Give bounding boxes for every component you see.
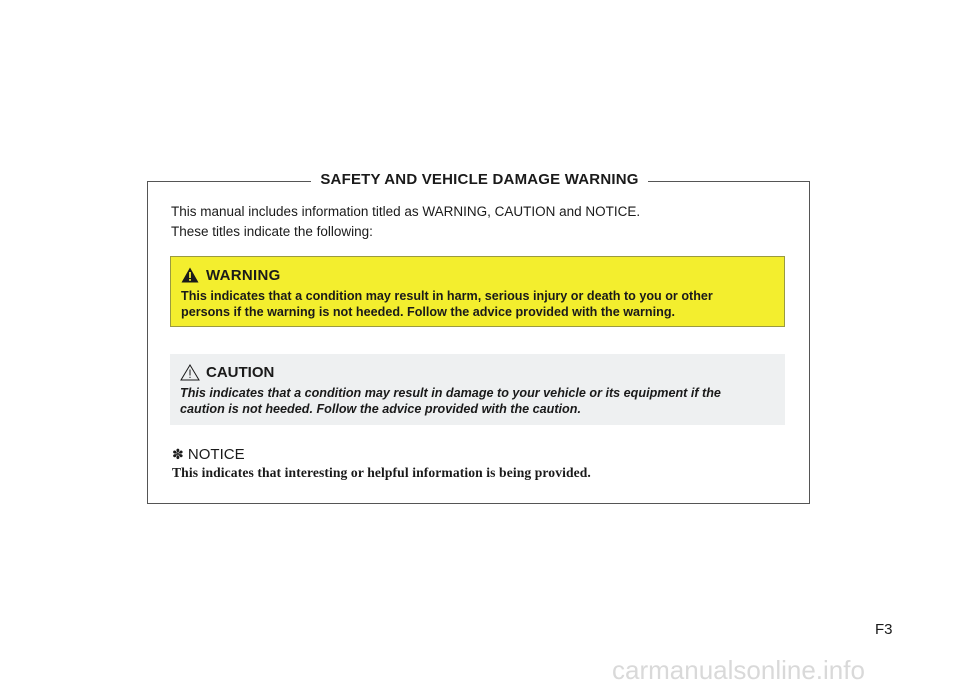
caution-box — [170, 354, 785, 425]
notice-description: This indicates that interesting or helpful information is being provided. — [172, 465, 591, 480]
warning-heading: WARNING — [206, 266, 281, 284]
caution-line-1: This indicates that a condition may result in damage to your vehicle or its equipment if the — [180, 386, 721, 400]
notice-header — [172, 444, 245, 465]
intro-text-line-2: These titles indicate the following: — [171, 224, 373, 239]
page-number: F3 — [875, 621, 893, 638]
warning-description — [181, 288, 774, 320]
caution-line-2: caution is not heeded. Follow the advice provided with the caution. — [180, 402, 581, 416]
asterisk-icon: ✽ — [172, 446, 184, 462]
intro-text-line-1: This manual includes information titled as WARNING, CAUTION and NOTICE. — [171, 204, 641, 219]
outline-warning-triangle-icon — [180, 364, 200, 381]
caution-description — [180, 385, 775, 417]
warning-line-2: persons if the warning is not heeded. Follow the advice provided with the warning. — [181, 305, 676, 319]
section-title: SAFETY AND VEHICLE DAMAGE WARNING — [311, 170, 648, 190]
warning-header — [181, 264, 774, 286]
warning-line-1: This indicates that a condition may result in harm, serious injury or death to you or other — [181, 289, 713, 303]
caution-header — [180, 361, 775, 383]
caution-heading: CAUTION — [206, 363, 275, 381]
watermark: carmanualsonline.info — [612, 655, 865, 685]
filled-warning-triangle-icon — [181, 267, 199, 283]
warning-box — [170, 256, 785, 327]
notice-heading: NOTICE — [187, 446, 245, 463]
